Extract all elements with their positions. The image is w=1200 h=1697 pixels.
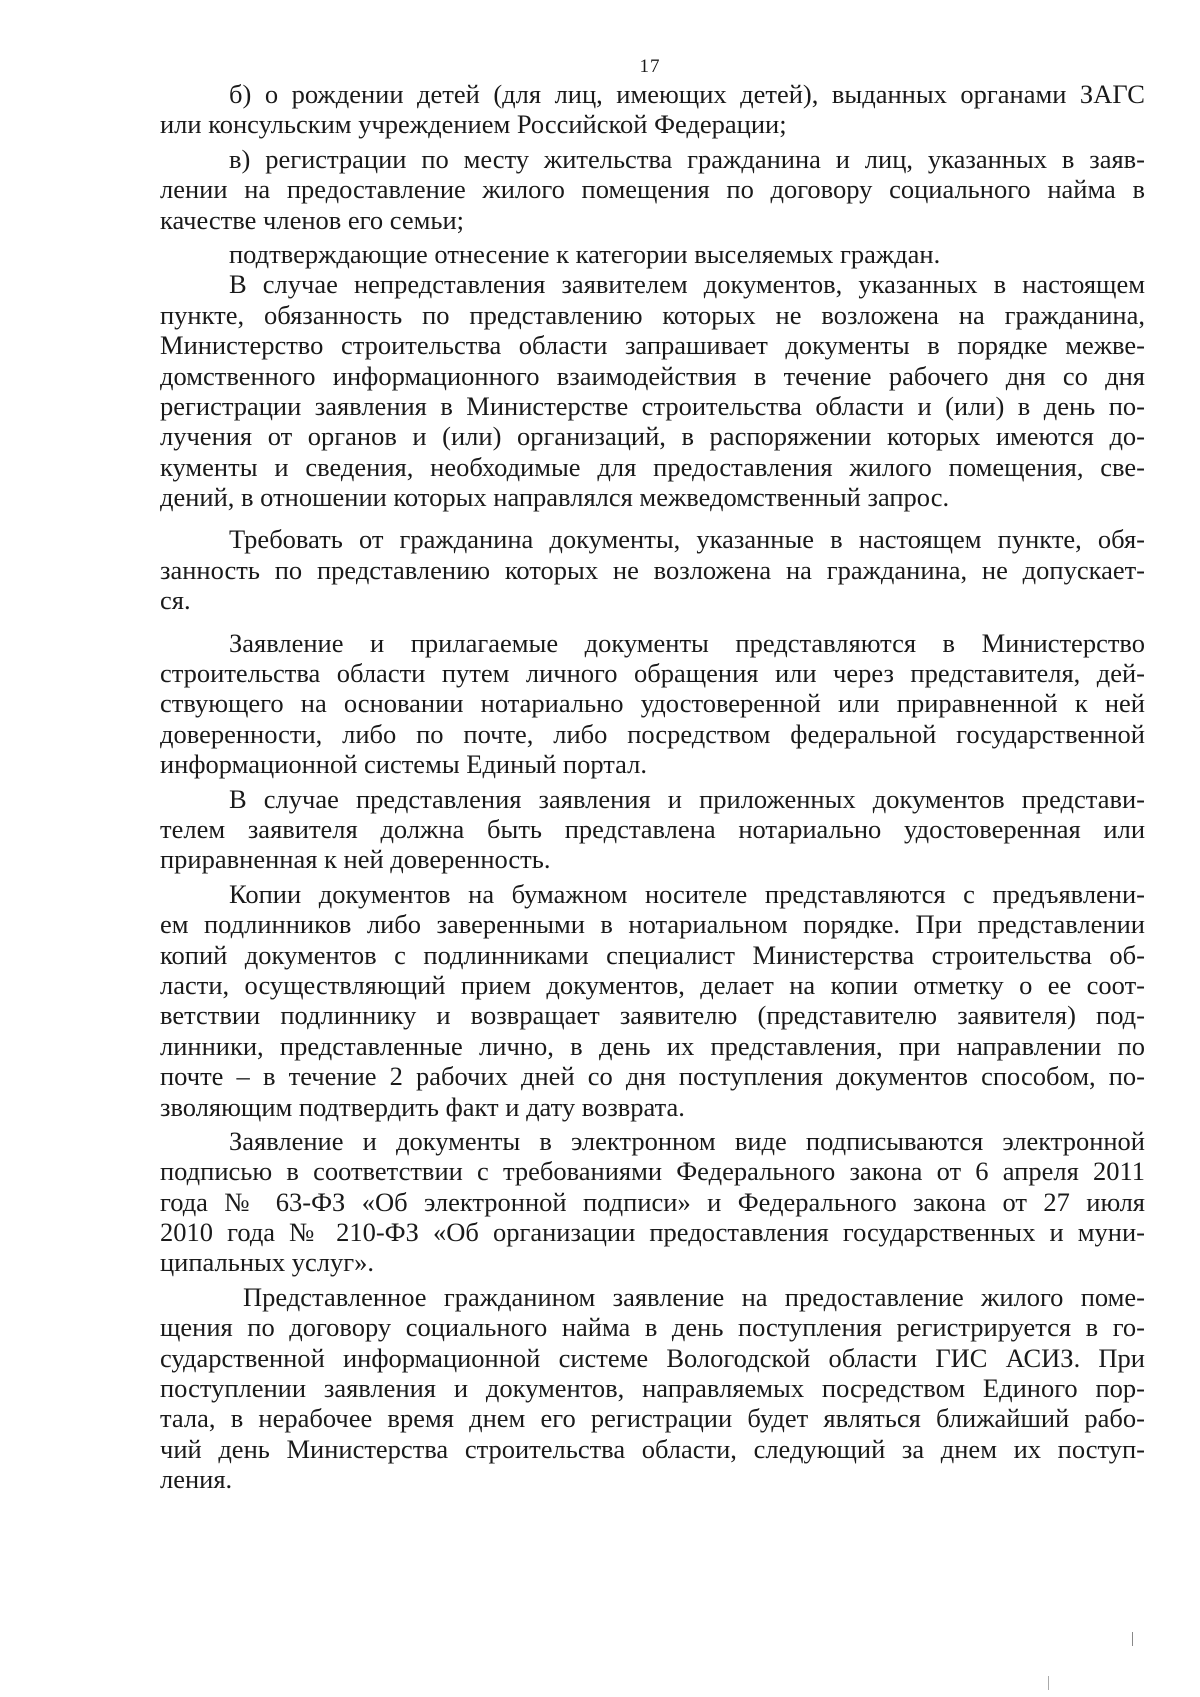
text-line: Требовать от гражданина документы, указанные в настоящем пункте, обя- — [229, 524, 1145, 555]
text-line: Заявление и документы в электронном виде подписываются электронной — [229, 1125, 1145, 1156]
text-line: чий день Министерства строительства области, следующий за днем их поступ- — [160, 1433, 1145, 1464]
text-line: занность по представлению которых не возложена на гражданина, не допускает- — [160, 554, 1145, 585]
text-line: лении на предоставление жилого помещения по договору социального найма в — [160, 174, 1145, 205]
text-line: приравненная к ней доверенность. — [160, 844, 551, 875]
text-line: В случае представления заявления и приложенных документов представи- — [229, 783, 1145, 814]
page-number: 17 — [639, 56, 661, 77]
text-line: или консульским учреждением Российской Федерации; — [160, 109, 787, 140]
text-line: ся. — [160, 585, 191, 616]
document-body — [160, 79, 1145, 1495]
text-line: информационной системы Единый портал. — [160, 749, 647, 780]
text-line: Представленное гражданином заявление на предоставление жилого поме- — [243, 1281, 1145, 1312]
text-line: дений, в отношении которых направлялся межведомственный запрос. — [160, 482, 950, 513]
text-line: Министерство строительства области запрашивает документы в порядке межве- — [160, 330, 1145, 361]
text-line: ципальных услуг». — [160, 1247, 374, 1278]
text-line: Копии документов на бумажном носителе представляются с предъявлени- — [229, 878, 1145, 909]
text-line: телем заявителя должна быть представлена нотариально удостоверенная или — [160, 813, 1145, 844]
text-line: 2010 года № 210-ФЗ «Об организации предоставления государственных и муни- — [160, 1217, 1145, 1248]
text-line: доверенности, либо по почте, либо посредством федеральной государственной — [160, 718, 1145, 749]
text-line: Заявление и прилагаемые документы представляются в Министерство — [229, 627, 1145, 658]
scan-artifact — [1132, 1632, 1133, 1646]
text-line: тала, в нерабочее время днем его регистрации будет являться ближайший рабо- — [160, 1403, 1145, 1434]
text-line: сударственной информационной системе Вологодской области ГИС АСИЗ. При — [160, 1342, 1145, 1373]
text-line: б) о рождении детей (для лиц, имеющих детей), выданных органами ЗАГС — [229, 79, 1145, 109]
text-line: ветствии подлиннику и возвращает заявителю (представителю заявителя) под- — [160, 1000, 1145, 1031]
text-line: В случае непредставления заявителем документов, указанных в настоящем — [229, 269, 1145, 300]
text-line: копий документов с подлинниками специалист Министерства строительства об- — [160, 939, 1145, 970]
text-line: в) регистрации по месту жительства гражданина и лиц, указанных в заяв- — [229, 143, 1145, 174]
text-line: подтверждающие отнесение к категории выселяемых граждан. — [229, 238, 941, 269]
text-line: домственного информационного взаимодействия в течение рабочего дня со дня — [160, 360, 1145, 391]
text-line: пункте, обязанность по представлению которых не возложена на гражданина, — [160, 299, 1145, 330]
text-line: линники, представленные лично, в день их представления, при направлении по — [160, 1030, 1145, 1061]
text-line: поступлении заявления и документов, направляемых посредством Единого пор- — [160, 1373, 1145, 1404]
text-line: года № 63-ФЗ «Об электронной подписи» и Федерального закона от 27 июля — [160, 1186, 1145, 1217]
text-line: ления. — [160, 1464, 233, 1495]
text-line: строительства области путем личного обращения или через представителя, дей- — [160, 658, 1145, 689]
text-line: подписью в соответствии с требованиями Федерального закона от 6 апреля 2011 — [160, 1156, 1145, 1187]
text-line: регистрации заявления в Министерстве строительства области и (или) в день по- — [160, 390, 1145, 421]
text-line: ем подлинников либо заверенными в нотариальном порядке. При представлении — [160, 909, 1145, 940]
scan-artifact — [1048, 1676, 1049, 1690]
text-line: щения по договору социального найма в день поступления регистрируется в го- — [160, 1312, 1145, 1343]
text-line: почте – в течение 2 рабочих дней со дня поступления документов способом, по- — [160, 1061, 1145, 1092]
text-line: лучения от органов и (или) организаций, в распоряжении которых имеются до- — [160, 421, 1145, 452]
text-line: ласти, осуществляющий прием документов, делает на копии отметку о ее соот- — [160, 969, 1145, 1000]
text-line: ствующего на основании нотариально удостоверенной или приравненной к ней — [160, 688, 1145, 719]
text-line: качестве членов его семьи; — [160, 204, 464, 235]
text-line: зволяющим подтвердить факт и дату возврата. — [160, 1091, 685, 1122]
text-line: кументы и сведения, необходимые для предоставления жилого помещения, све- — [160, 451, 1145, 482]
